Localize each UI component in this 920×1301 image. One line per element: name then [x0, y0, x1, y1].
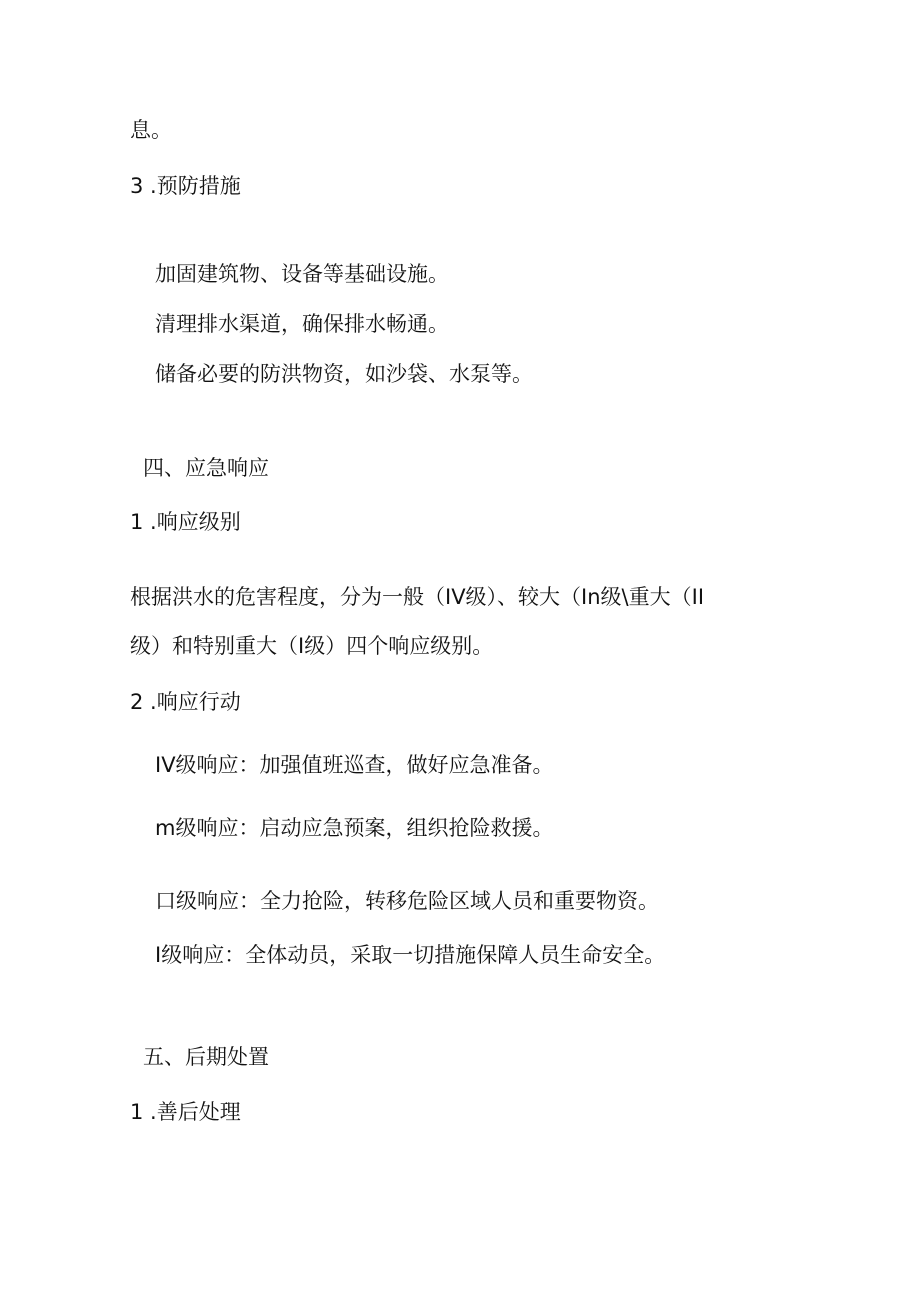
list-item: 加固建筑物、设备等基础设施。 — [155, 262, 449, 286]
subheading: 1 .善后处理 — [130, 1100, 241, 1124]
list-item: 储备必要的防洪物资，如沙袋、水泵等。 — [155, 362, 533, 386]
subheading: 1 .响应级别 — [130, 510, 241, 534]
paragraph-text: 级）和特别重大（I级）四个响应级别。 — [130, 634, 494, 658]
list-item: I级响应：全体动员，采取一切措施保障人员生命安全。 — [155, 943, 666, 967]
paragraph-text: 息。 — [130, 118, 172, 142]
section-heading: 四、应急响应 — [143, 456, 269, 480]
list-item: 口级响应：全力抢险，转移危险区域人员和重要物资。 — [155, 889, 659, 913]
paragraph-text: 根据洪水的危害程度，分为一般（IV级）、较大（In级\重大（II — [130, 585, 705, 609]
list-item: IV级响应：加强值班巡查，做好应急准备。 — [155, 753, 554, 777]
section-heading: 五、后期处置 — [143, 1045, 269, 1069]
list-item: m级响应：启动应急预案，组织抢险救援。 — [155, 816, 554, 840]
subheading: 2 .响应行动 — [130, 690, 241, 714]
list-item: 清理排水渠道，确保排水畅通。 — [155, 312, 449, 336]
subheading: 3 .预防措施 — [130, 174, 241, 198]
